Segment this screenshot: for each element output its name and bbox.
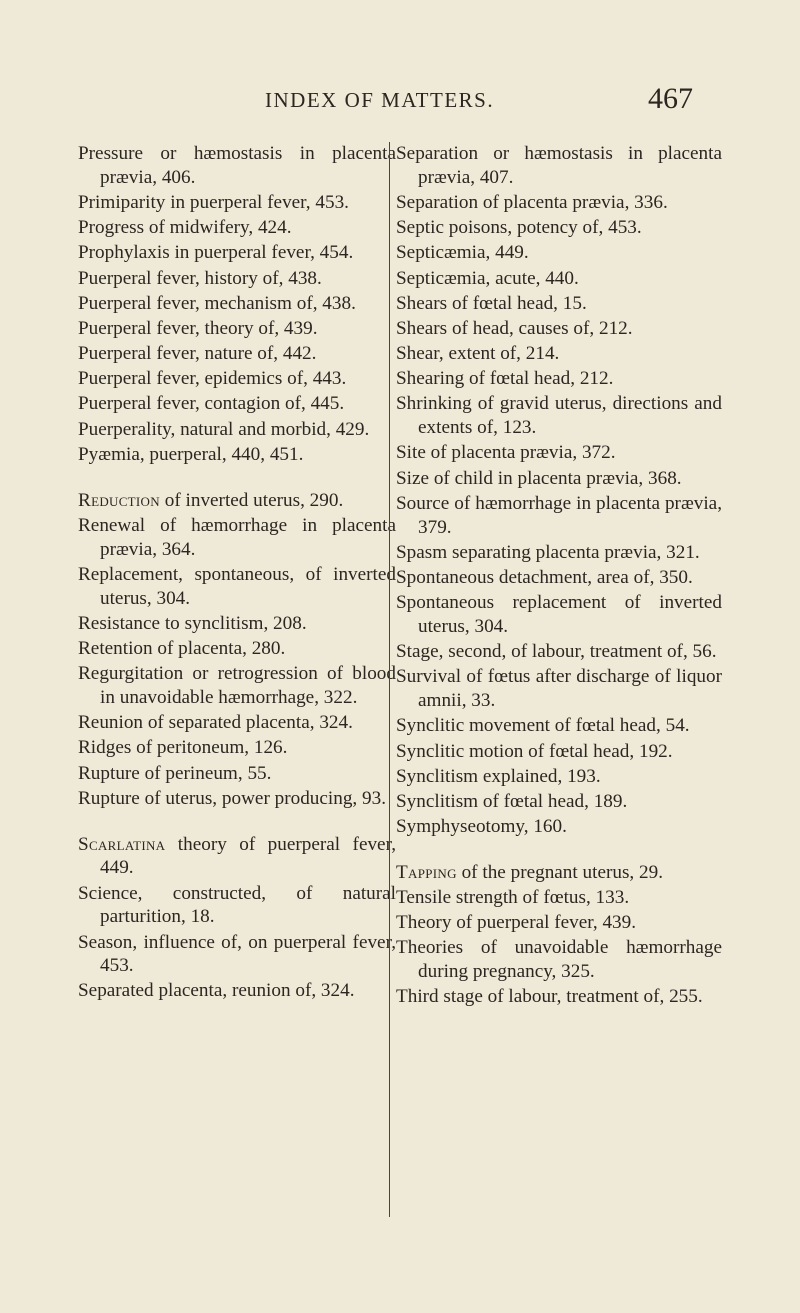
index-entry-text: Primiparity in puerperal fever, 453. <box>78 191 349 213</box>
index-entry-text: Shears of head, causes of, 212. <box>396 317 633 339</box>
index-entry <box>78 736 396 760</box>
index-entry <box>396 886 722 910</box>
index-entry-text: Spontaneous detachment, area of, 350. <box>396 567 693 589</box>
index-entry-text: Retention of placenta, 280. <box>78 638 286 659</box>
index-entry-text: Pressure or hæmostasis in placenta prævia, 406. <box>78 143 396 188</box>
index-entry <box>396 541 722 565</box>
index-column-right <box>396 142 722 1011</box>
index-entry <box>78 392 396 416</box>
index-entry <box>78 418 396 442</box>
index-entry <box>396 392 722 440</box>
index-entry-text: Septicæmia, 449. <box>396 242 529 264</box>
index-entry <box>78 367 396 391</box>
index-entry-text: Puerperal fever, contagion of, 445. <box>78 393 345 415</box>
index-entry-text: Source of hæmorrhage in placenta prævia, 379. <box>396 492 722 538</box>
index-entry <box>78 241 396 265</box>
running-title: INDEX OF MATTERS. <box>265 88 495 112</box>
index-entry <box>78 317 396 341</box>
index-entry-text: theory of puerperal fever, 449. <box>100 833 396 879</box>
index-entry-text: Puerperal fever, nature of, 442. <box>78 343 317 365</box>
index-entry <box>78 514 396 562</box>
index-entry <box>78 833 396 881</box>
index-entry-lead: Tapping <box>396 861 457 883</box>
index-entry <box>396 815 722 839</box>
index-entry <box>78 443 396 467</box>
index-entry-text: Replacement, spontaneous, of inverted uterus, 304. <box>78 563 396 609</box>
index-entry-text: Resistance to synclitism, 208. <box>78 612 307 634</box>
index-entry-text: Renewal of hæmorrhage in placenta prævia, 364. <box>78 514 396 560</box>
page-number: 467 <box>648 82 693 115</box>
index-entry <box>396 467 722 491</box>
index-entry <box>78 662 396 710</box>
index-entry <box>396 861 722 885</box>
index-entry-text: Synclitism explained, 193. <box>396 765 601 787</box>
index-entry-text: Ridges of peritoneum, 126. <box>78 737 288 759</box>
index-entry-text: Shearing of fœtal head, 212. <box>396 368 614 390</box>
index-entry-text: Shears of fœtal head, 15. <box>396 292 587 314</box>
index-entry-lead: Reduction <box>78 489 160 511</box>
index-entry <box>396 142 722 190</box>
index-entry <box>396 566 722 590</box>
index-entry <box>396 911 722 935</box>
index-entry-text: Puerperal fever, history of, 438. <box>78 267 322 289</box>
index-entry <box>396 367 722 391</box>
index-entry <box>396 342 722 366</box>
index-entry-text: Season, influence of, on puerperal fever, 453. <box>78 931 396 977</box>
index-entry <box>396 714 722 738</box>
index-entry-text: Reunion of separated placenta, 324. <box>78 712 353 734</box>
index-entry-text: Tensile strength of fœtus, 133. <box>396 887 630 909</box>
index-entry-text: Septicæmia, acute, 440. <box>396 267 579 289</box>
index-entry-text: of the pregnant uterus, 29. <box>456 861 663 883</box>
index-entry-text: Septic poisons, potency of, 453. <box>396 217 642 239</box>
index-entry-text: Site of placenta prævia, 372. <box>396 442 616 464</box>
index-entry <box>78 787 396 811</box>
index-entry-text: Theory of puerperal fever, 439. <box>396 912 637 934</box>
index-entry-text: Shear, extent of, 214. <box>396 343 560 365</box>
index-entry <box>396 216 722 240</box>
index-entry-text: Puerperal fever, mechanism of, 438. <box>78 292 356 314</box>
index-entry <box>396 317 722 341</box>
index-entry <box>78 489 396 513</box>
index-entry <box>396 492 722 540</box>
index-entry <box>78 979 396 1003</box>
index-entry <box>78 931 396 979</box>
index-entry-text: Separation of placenta prævia, 336. <box>396 191 668 213</box>
index-entry-text: Stage, second, of labour, treatment of, 56. <box>396 641 717 663</box>
index-entry-text: Puerperality, natural and morbid, 429. <box>78 418 370 440</box>
index-entry <box>396 985 722 1009</box>
index-entry-text: Third stage of labour, treatment of, 255. <box>396 986 703 1008</box>
index-entry-text: Size of child in placenta prævia, 368. <box>396 467 682 489</box>
index-entry <box>78 267 396 291</box>
index-entry <box>396 591 722 639</box>
index-entry-text: Symphyseotomy, 160. <box>396 816 567 838</box>
column-divider <box>389 142 390 1217</box>
index-entry-text: Prophylaxis in puerperal fever, 454. <box>78 242 354 264</box>
index-entry-text: Synclitic motion of fœtal head, 192. <box>396 740 673 762</box>
index-entry <box>78 762 396 786</box>
index-entry-text: Shrinking of gravid uterus, directions and extents of, 123. <box>396 393 722 439</box>
index-entry-text: Separation or hæmostasis in placenta prævia, 407. <box>396 143 722 188</box>
index-entry-text: Puerperal fever, theory of, 439. <box>78 317 318 339</box>
index-entry-text: Spontaneous replacement of inverted uterus, 304. <box>396 592 722 637</box>
index-entry <box>396 292 722 316</box>
index-entry-text: of inverted uterus, 290. <box>159 489 344 511</box>
index-entry <box>396 665 722 713</box>
page-header <box>0 82 800 122</box>
index-entry-text: Spasm separating placenta prævia, 321. <box>396 541 700 563</box>
index-entry <box>78 882 396 930</box>
index-entry-text: Rupture of uterus, power producing, 93. <box>78 787 387 809</box>
index-entry <box>78 612 396 636</box>
index-entry-text: Theories of unavoidable hæmorrhage during pregnancy, 325. <box>396 937 722 983</box>
index-entry <box>396 191 722 215</box>
index-entry-lead: Scarlatina <box>78 833 166 855</box>
index-entry <box>78 142 396 190</box>
index-entry-text: Synclitism of fœtal head, 189. <box>396 790 628 812</box>
index-entry-text: Regurgitation or retrogression of blood in unavoidable hæmorrhage, 322. <box>78 663 396 708</box>
index-entry <box>78 292 396 316</box>
index-entry <box>396 936 722 984</box>
index-entry <box>78 191 396 215</box>
index-entry <box>78 637 396 661</box>
index-entry <box>78 342 396 366</box>
index-entry-text: Separated placenta, reunion of, 324. <box>78 980 355 1002</box>
index-entry <box>396 241 722 265</box>
index-entry-text: Pyæmia, puerperal, 440, 451. <box>78 443 304 465</box>
index-entry-text: Rupture of perineum, 55. <box>78 762 272 784</box>
index-entry-text: Survival of fœtus after discharge of liquor amnii, 33. <box>396 666 722 712</box>
index-column-left <box>78 142 396 1005</box>
index-entry-text: Puerperal fever, epidemics of, 443. <box>78 368 347 390</box>
index-entry <box>396 790 722 814</box>
index-entry <box>78 563 396 611</box>
index-entry <box>396 267 722 291</box>
index-entry-text: Science, constructed, of natural parturition, 18. <box>78 882 396 928</box>
index-entry <box>396 441 722 465</box>
index-entry <box>396 740 722 764</box>
index-entry-text: Synclitic movement of fœtal head, 54. <box>396 715 690 737</box>
index-entry-text: Progress of midwifery, 424. <box>78 217 292 239</box>
index-entry <box>396 765 722 789</box>
index-entry <box>78 216 396 240</box>
index-entry <box>78 711 396 735</box>
index-entry <box>396 640 722 664</box>
